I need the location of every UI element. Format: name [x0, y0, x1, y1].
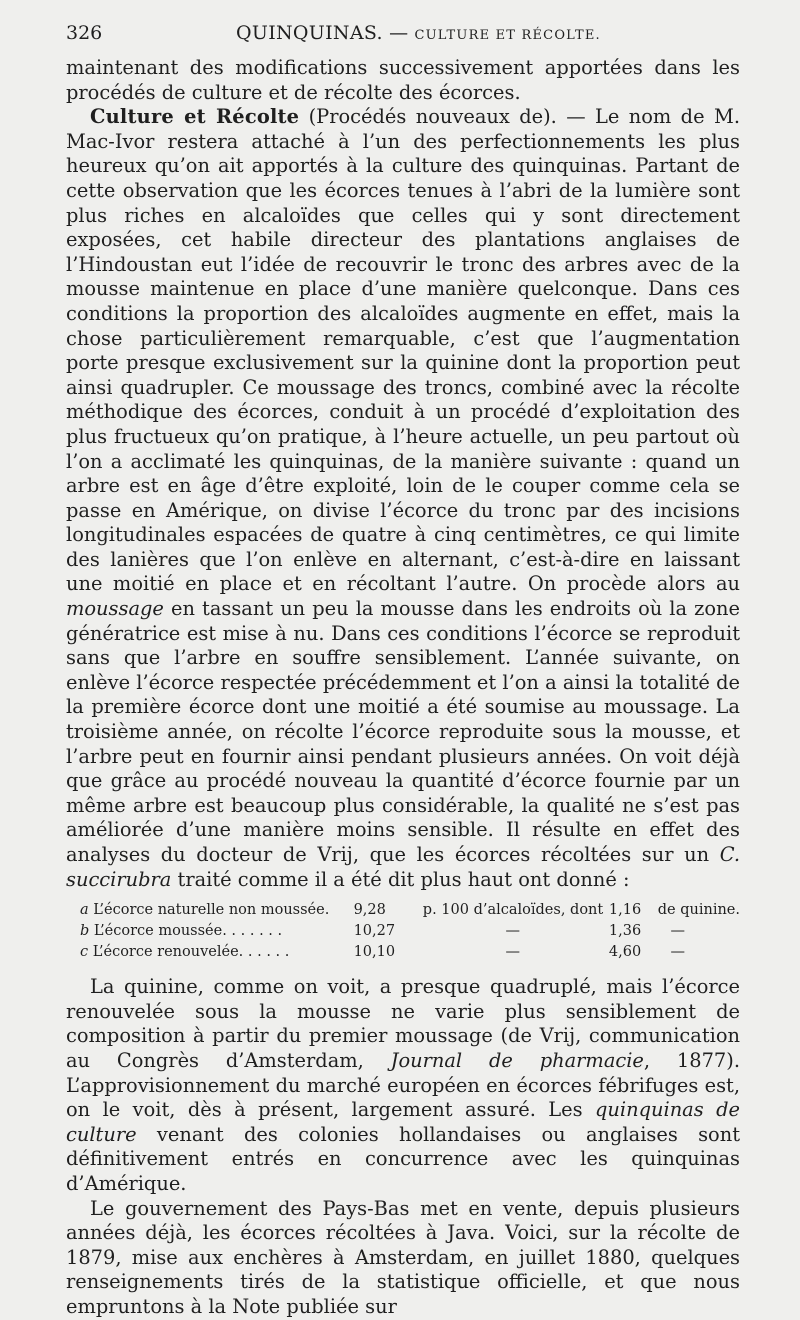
alkaloid-value: 10,10	[353, 944, 396, 961]
quinine-value: 1,16	[608, 902, 642, 919]
quinine-value: 1,36	[608, 923, 642, 940]
row-key: b	[80, 923, 90, 940]
paragraph-pays-bas: Le gouvernement des Pays-Bas met en vente, depuis plusieurs années déjà, les écorces récoltées à Java. Voici, sur la récolte de 1879, mise aux enchères à Amsterdam, en juillet 1880, quelques renseignements tirés de la statistique officielle, et que nous empruntons à la Note publiée sur	[66, 1196, 740, 1318]
ditto-mark: —	[505, 944, 521, 961]
entry-heading: Culture et Récolte	[90, 105, 300, 129]
paragraph-text: en tassant un peu la mousse dans les endroits où la zone génératrice est mise à nu. Dans ces conditions l’écorce se reproduit sans que l’arbre en souffre sensiblement. L’année suivante, on enlève l’écorce respectée précédemment et l’on a ainsi la totalité de la première écorce dont une moitié a été soumise au moussage. La troisième année, on récolte l’écorce reproduite sous la mousse, et l’arbre peut en fournir ainsi pendant plusieurs années. On voit déjà que grâce au procédé nouveau la quantité d’écorce fournie par un même arbre est beaucoup plus considérable, la qualité ne s’est pas améliorée d’une manière moins sensible. Il résulte en effet des analyses du docteur de Vrij, que les écorces récoltées sur un	[66, 597, 740, 866]
row-unit: p. 100 d’alcaloïdes, dont	[422, 902, 604, 919]
ditto-mark: —	[670, 944, 685, 961]
emphasis-species: C. succirubra	[66, 843, 740, 891]
paragraph-text: , 1877). L’approvisionnement du marché européen en écorces fébrifuges est, on le voit, dès à présent, largement assuré. Les	[66, 1048, 741, 1122]
emphasis-journal: Journal de pharmacie	[390, 1048, 644, 1072]
paragraph-text: traité comme il a été dit plus haut ont donné :	[171, 867, 630, 891]
analysis-results-table	[66, 900, 740, 963]
row-label: L’écorce moussée. . . . . . .	[89, 923, 283, 940]
alkaloid-value: 10,27	[353, 923, 396, 940]
row-label: L’écorce naturelle non moussée.	[88, 902, 330, 919]
emphasis-moussage: moussage	[66, 597, 164, 621]
paragraph-text: venant des colonies hollandaises ou anglaises sont définitivement entrés en concurrence avec les quinquinas d’Amérique.	[66, 1122, 740, 1195]
row-key: a	[80, 902, 89, 919]
quinine-value: 4,60	[608, 944, 642, 961]
running-header	[66, 22, 740, 56]
results-row	[66, 900, 740, 921]
results-row	[66, 921, 740, 942]
page-body	[66, 56, 740, 1320]
ditto-mark: —	[670, 923, 685, 940]
paragraph-text: La quinine, comme on voit, a presque quadruplé, mais l’écorce renouvelée sous la mousse ne varie plus sensiblement de composition à partir du premier moussage (de Vrij, communication au Congrès d’Amsterdam,	[66, 975, 740, 1072]
page-number: 326	[66, 22, 103, 44]
alkaloid-value: 9,28	[353, 902, 386, 919]
paragraph-text: (Procédés nouveaux de). — Le nom de M. Mac-Ivor restera attaché à l’un des perfectionnements les plus heureux qu’on ait apportés à la culture des quinquinas. Partant de cette observation que les écorces tenues à l’abri de la lumière sont plus riches en alcaloïdes que celles qui y sont directement exposées, cet habile directeur des plantations anglaises de l’Hindoustan eut l’idée de recouvrir le tronc des arbres avec de la mousse maintenue en place d’une manière quelconque. Dans ces conditions la proportion des alcaloïdes augmente en effet, mais la chose particulièrement remarquable, c’est que l’augmentation porte presque exclusivement sur la quinine dont la proportion peut ainsi quadrupler. Ce moussage des troncs, combiné avec la récolte méthodique des écorces, conduit à un procédé d’exploitation des plus fructueux qu’on pratique, à l’heure actuelle, un peu partout où l’on a acclimaté les quinquinas, de la manière suivante : quand un arbre est en âge d’être exploité, loin de le couper comme cela se passe en Amérique, on divise l’écorce du tronc par des incisions longitudinales espacées de quatre à cinq centimètres, ce qui limite des lanières que l’on enlève en alternant, c’est-à-dire en laissant une moitié en place et en récoltant l’autre. On procède alors au	[66, 105, 740, 596]
results-row	[66, 942, 740, 963]
row-key: c	[80, 944, 89, 961]
emphasis-quinquinas: quinquinas de culture	[66, 1098, 740, 1146]
ditto-mark: —	[505, 923, 521, 940]
paragraph-quinine	[66, 975, 740, 1196]
row-label: L’écorce renouvelée. . . . . .	[88, 944, 290, 961]
running-title: QUINQUINAS. —	[236, 22, 409, 44]
paragraph-continuation: maintenant des modifications successivement apportées dans les procédés de culture et de récolte des écorces.	[66, 56, 740, 104]
paragraph-culture-recolte	[66, 105, 740, 892]
row-tail: de quinine.	[657, 902, 740, 919]
running-subtitle: CULTURE ET RÉCOLTE.	[414, 28, 601, 43]
